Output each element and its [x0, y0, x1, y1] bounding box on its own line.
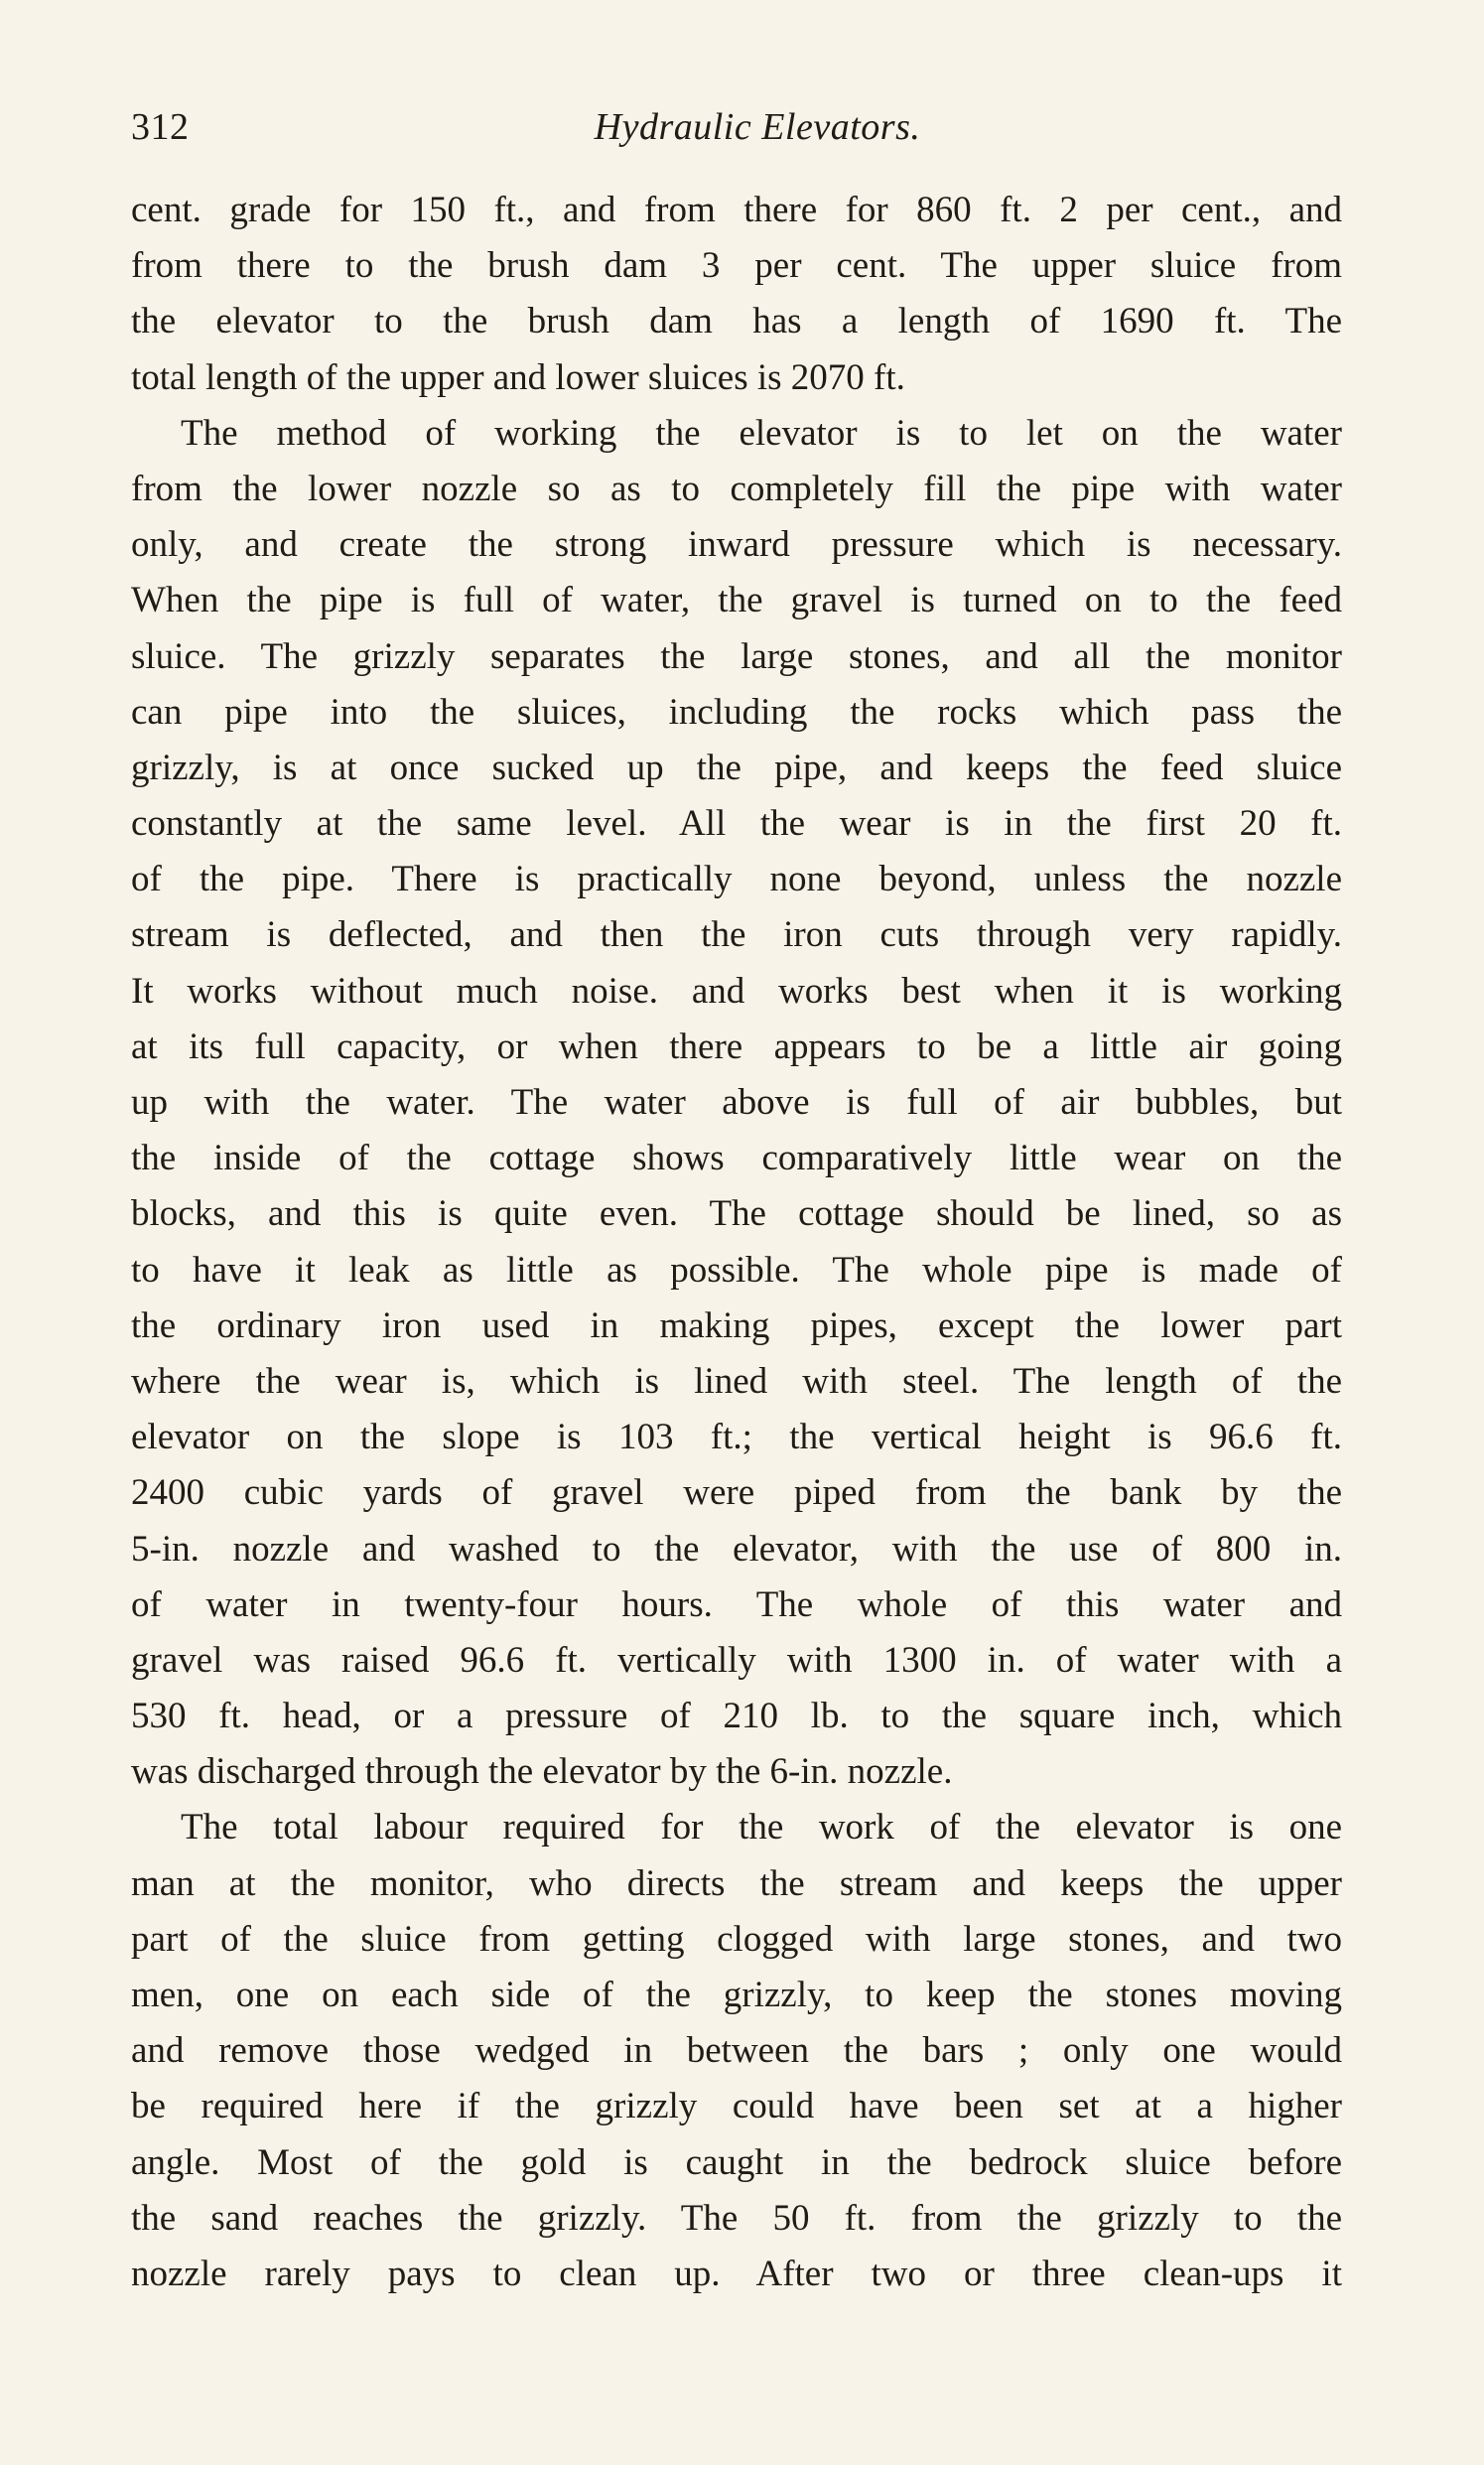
- text-line: was discharged through the elevator by the 6-in. nozzle.: [131, 1751, 953, 1793]
- text-line: The total labour required for the work of the elevator is one: [181, 1807, 1342, 1849]
- running-title: Hydraulic Elevators.: [594, 106, 921, 148]
- text-line: The method of working the elevator is to let on the water: [181, 412, 1342, 454]
- text-line: grizzly, is at once sucked up the pipe, and keeps the feed sluice: [131, 747, 1342, 788]
- text-line: cent. grade for 150 ft., and from there for 860 ft. 2 per cent., and: [131, 190, 1342, 230]
- text-line: elevator on the slope is 103 ft.; the vertical height is 96.6 ft.: [131, 1417, 1342, 1458]
- text-line: total length of the upper and lower sluices is 2070 ft.: [131, 356, 905, 398]
- text-line: can pipe into the sluices, including the rocks which pass the: [131, 691, 1342, 733]
- text-line: to have it leak as little as possible. The whole pipe is made of: [131, 1249, 1342, 1291]
- text-line: angle. Most of the gold is caught in the bedrock sluice before: [131, 2141, 1342, 2183]
- text-line: constantly at the same level. All the wear is in the first 20 ft.: [131, 803, 1342, 845]
- text-line: of the pipe. There is practically none beyond, unless the nozzle: [131, 859, 1342, 900]
- text-line: of water in twenty-four hours. The whole of this water and: [131, 1583, 1342, 1625]
- text-line: It works without much noise. and works best when it is working: [131, 970, 1342, 1012]
- text-line: the sand reaches the grizzly. The 50 ft. from the grizzly to the: [131, 2197, 1342, 2239]
- text-line: and remove those wedged in between the bars ; only one would: [131, 2030, 1342, 2072]
- text-line: only, and create the strong inward pressure which is necessary.: [131, 524, 1342, 566]
- text-line: When the pipe is full of water, the gravel is turned on to the feed: [131, 580, 1342, 621]
- text-line: man at the monitor, who directs the stream and keeps the upper: [131, 1862, 1342, 1904]
- text-line: be required here if the grizzly could have been set at a higher: [131, 2086, 1342, 2127]
- text-line: 530 ft. head, or a pressure of 210 lb. to the square inch, which: [131, 1696, 1342, 1737]
- text-line: the ordinary iron used in making pipes, except the lower part: [131, 1304, 1342, 1346]
- text-line: from there to the brush dam 3 per cent. The upper sluice from: [131, 245, 1342, 287]
- body-text: [131, 183, 1342, 2302]
- text-line: up with the water. The water above is full of air bubbles, but: [131, 1082, 1342, 1123]
- page-number: 312: [131, 106, 190, 148]
- text-line: where the wear is, which is lined with steel. The length of the: [131, 1360, 1342, 1402]
- text-line: from the lower nozzle so as to completely fill the pipe with water: [131, 468, 1342, 509]
- text-line: part of the sluice from getting clogged with large stones, and two: [131, 1918, 1342, 1960]
- text-line: 2400 cubic yards of gravel were piped from the bank by the: [131, 1472, 1342, 1514]
- text-line: gravel was raised 96.6 ft. vertically with 1300 in. of water with a: [131, 1639, 1342, 1681]
- text-line: the elevator to the brush dam has a length of 1690 ft. The: [131, 301, 1342, 342]
- text-line: nozzle rarely pays to clean up. After two or three clean-ups it: [131, 2253, 1342, 2294]
- text-line: men, one on each side of the grizzly, to keep the stones moving: [131, 1975, 1342, 2015]
- text-line: sluice. The grizzly separates the large stones, and all the monitor: [131, 635, 1342, 677]
- text-line: the inside of the cottage shows comparatively little wear on the: [131, 1138, 1342, 1179]
- text-line: blocks, and this is quite even. The cottage should be lined, so as: [131, 1193, 1342, 1235]
- text-line: stream is deflected, and then the iron cuts through very rapidly.: [131, 914, 1342, 956]
- text-line: at its full capacity, or when there appears to be a little air going: [131, 1026, 1342, 1067]
- text-line: 5-in. nozzle and washed to the elevator, with the use of 800 in.: [131, 1528, 1342, 1570]
- page-header: [131, 97, 1342, 157]
